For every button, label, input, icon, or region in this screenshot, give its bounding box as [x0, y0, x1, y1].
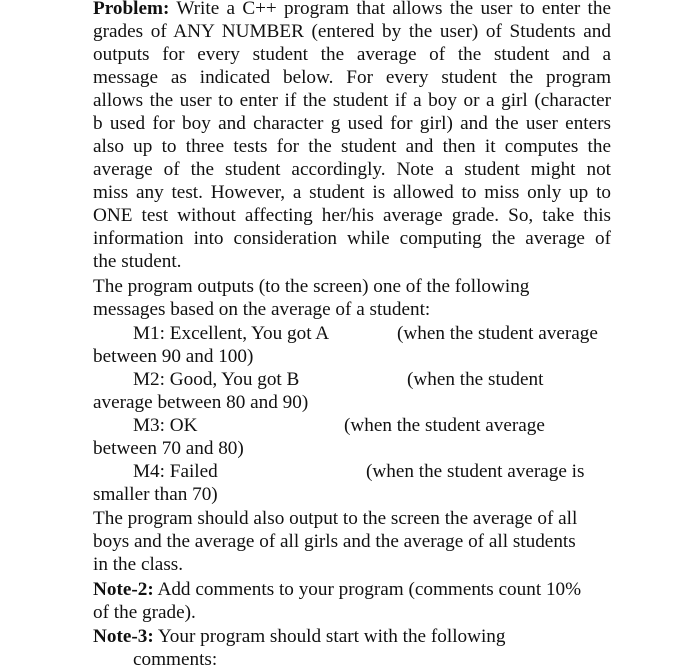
- message-m1-condition: (when the student average: [397, 323, 598, 344]
- message-m4-condition: (when the student average is: [366, 461, 585, 482]
- note3-line-2: comments:: [133, 649, 218, 670]
- also-output-line-3: in the class.: [93, 554, 184, 575]
- message-m3-condition-cont: between 70 and 80): [93, 438, 244, 459]
- problem-line-10: ONE test without affecting her/his average grade. So, take this: [93, 205, 611, 226]
- message-m2-label: M2: Good, You got B: [133, 369, 300, 390]
- note2-line-1: [93, 578, 581, 601]
- problem-line-6: b used for boy and character g used for girl) and the user enters: [93, 113, 611, 134]
- note3-line-1: [93, 625, 506, 648]
- message-m4-label: M4: Failed: [133, 461, 218, 482]
- also-output-line-1: The program should also output to the screen the average of all: [93, 508, 578, 529]
- problem-line-3: outputs for every student the average of the student and a: [93, 44, 611, 65]
- message-m3-condition: (when the student average: [344, 415, 545, 436]
- note2-line-2: of the grade).: [93, 602, 196, 623]
- problem-line-9: miss any test. However, a student is allowed to miss only up to: [93, 182, 611, 203]
- problem-line-8: average of the student accordingly. Note a student might not: [93, 159, 611, 180]
- message-m4-condition-cont: smaller than 70): [93, 484, 218, 505]
- message-m3-label: M3: OK: [133, 415, 198, 436]
- message-m2-condition-cont: average between 80 and 90): [93, 392, 309, 413]
- problem-line-2: grades of ANY NUMBER (entered by the user) of Students and: [93, 21, 611, 42]
- message-m1-label: M1: Excellent, You got A: [133, 323, 330, 344]
- outputs-intro-line-1: The program outputs (to the screen) one of the following: [93, 276, 530, 297]
- problem-line-12: the student.: [93, 251, 182, 272]
- problem-line-5: allows the user to enter if the student if a boy or a girl (character: [93, 90, 611, 111]
- problem-line-11: information into consideration while computing the average of: [93, 228, 611, 249]
- problem-line-7: also up to three tests for the student and then it computes the: [93, 136, 611, 157]
- note3-label: Note-3:: [93, 626, 154, 647]
- problem-text-1: Write a C++ program that allows the user to enter the: [169, 0, 611, 19]
- message-m2-condition: (when the student: [407, 369, 544, 390]
- also-output-line-2: boys and the average of all girls and the average of all students: [93, 531, 576, 552]
- problem-line-4: message as indicated below. For every student the program: [93, 67, 611, 88]
- outputs-intro-line-2: messages based on the average of a student:: [93, 299, 431, 320]
- note3-text: Your program should start with the following: [153, 626, 506, 647]
- problem-line-1: [93, 0, 611, 20]
- message-m1-condition-cont: between 90 and 100): [93, 346, 254, 367]
- note2-text: Add comments to your program (comments count 10%: [153, 579, 582, 600]
- problem-label: Problem:: [93, 0, 170, 19]
- note2-label: Note-2:: [93, 579, 154, 600]
